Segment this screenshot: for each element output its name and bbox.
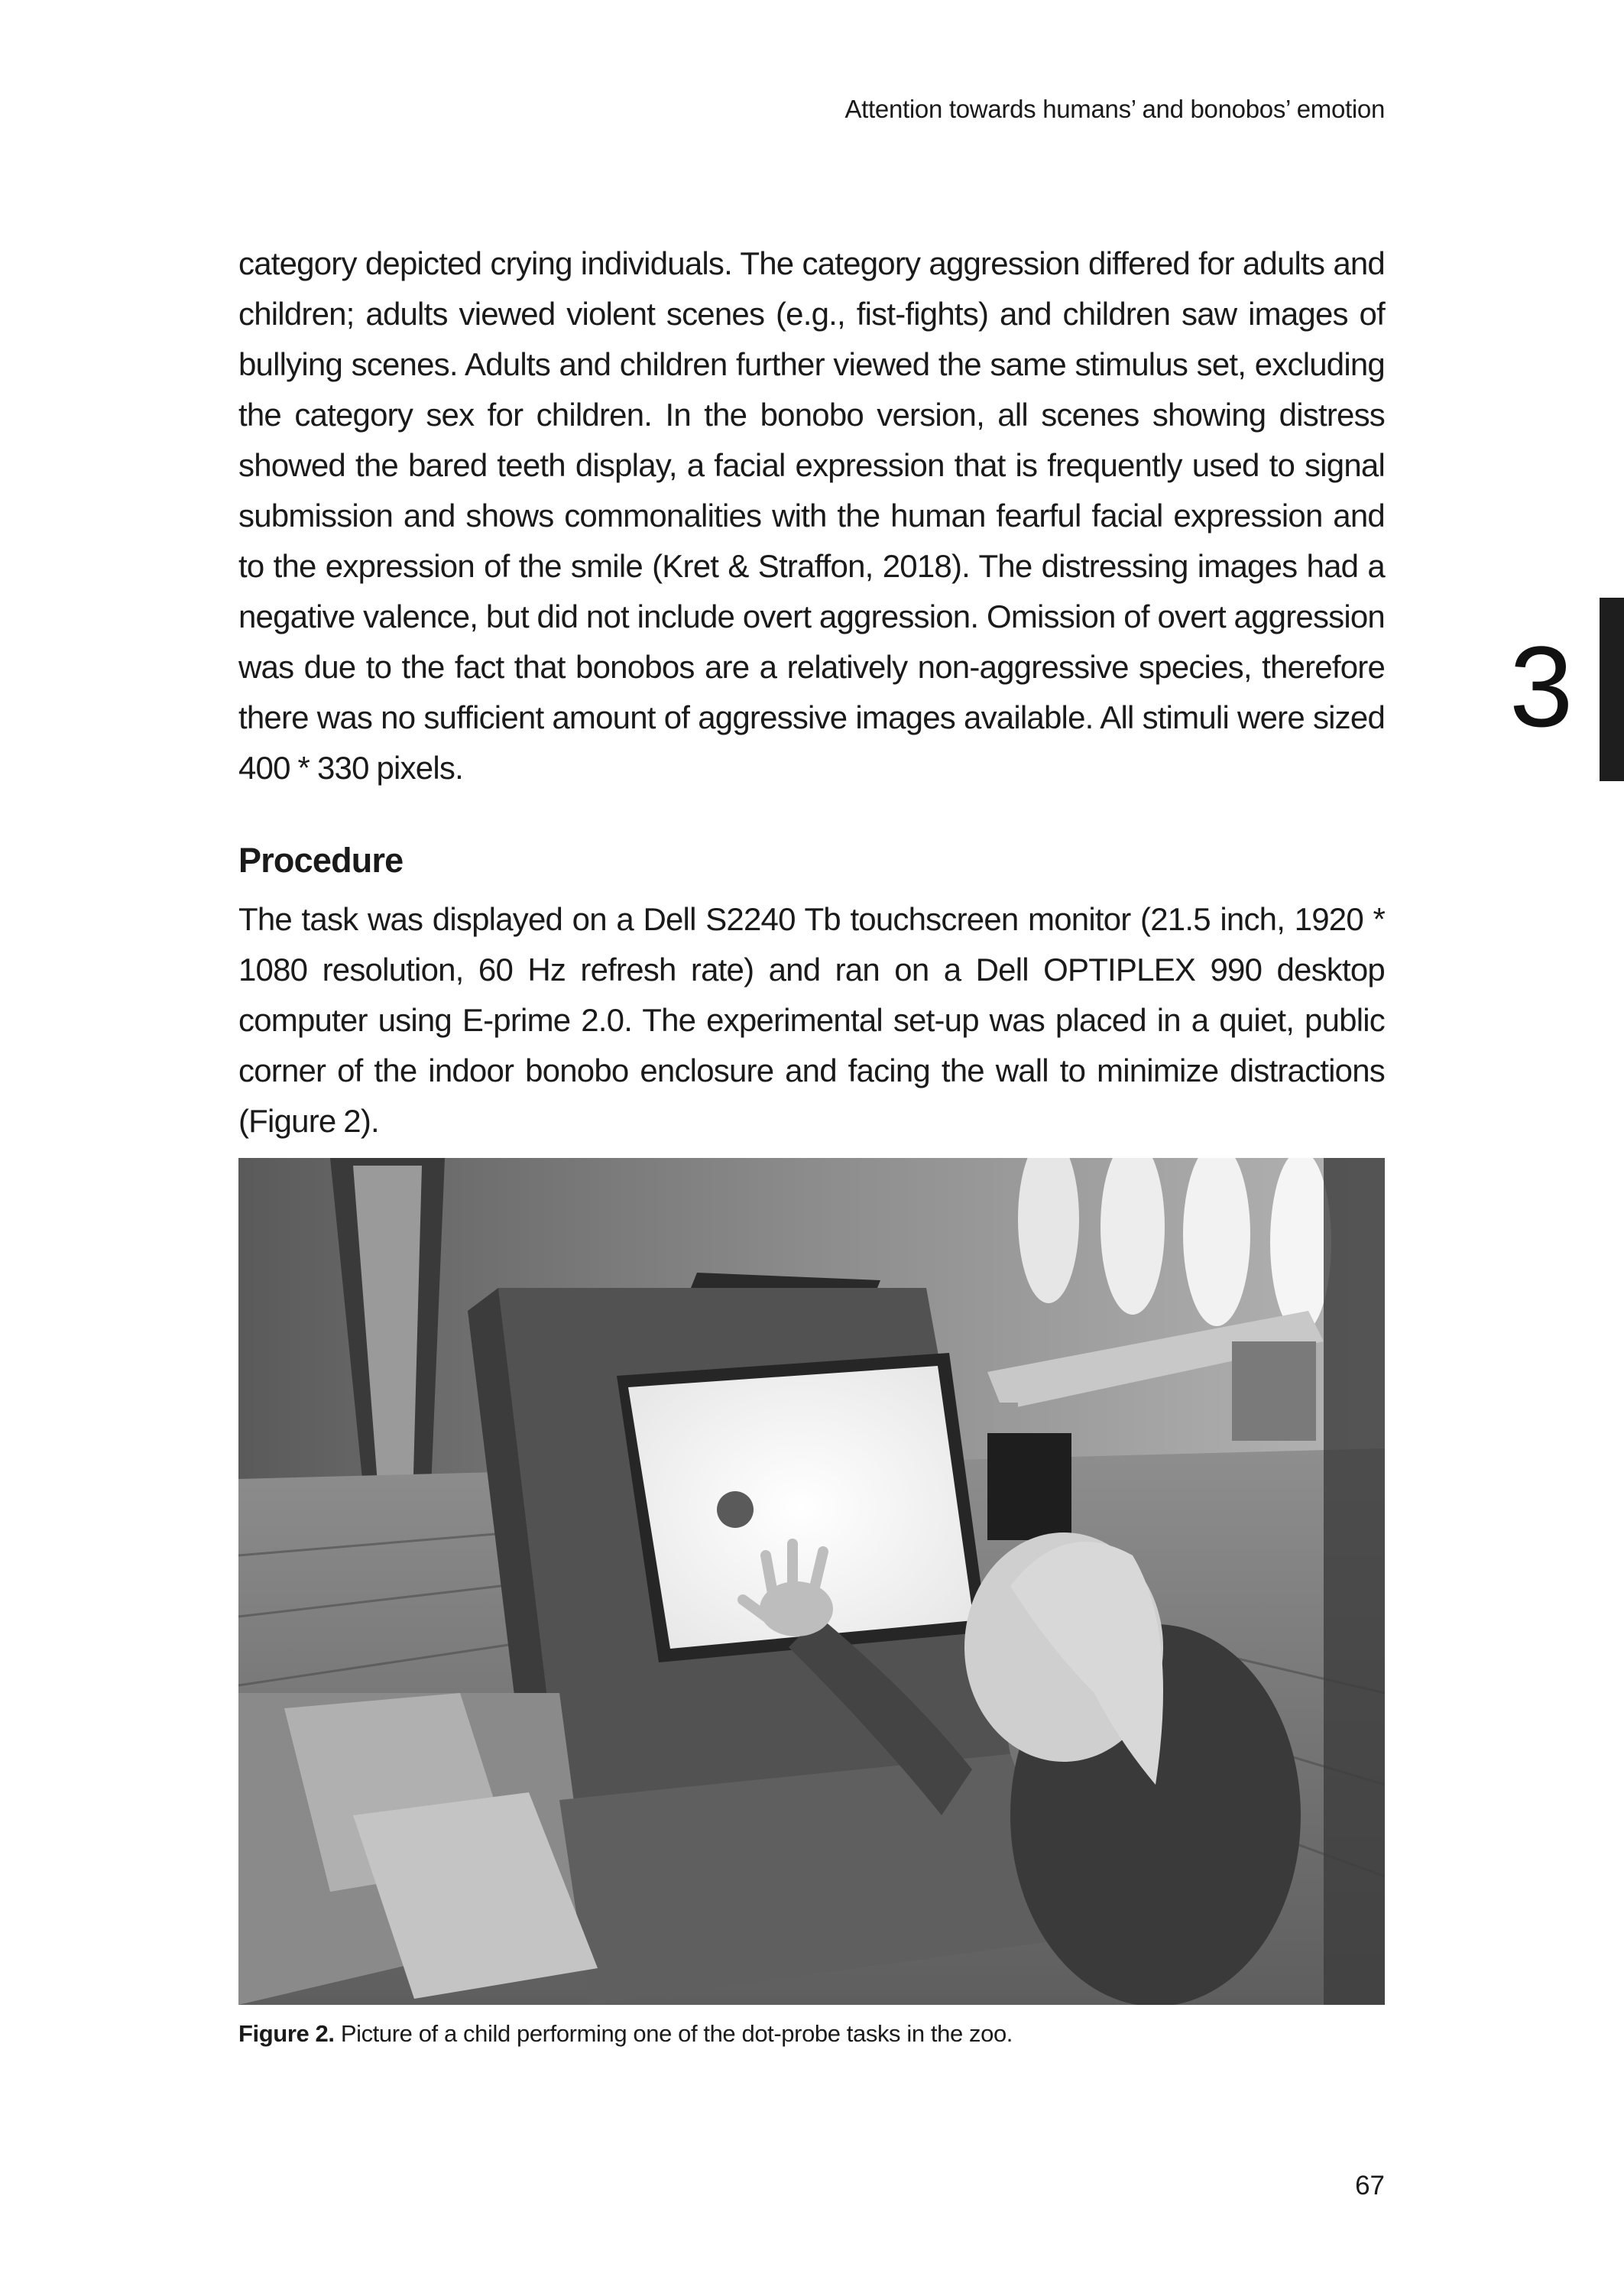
body-paragraph-1: category depicted crying individuals. The category aggression differed for adults and children; adults viewed violent scenes (e.g., fist-fights) and children saw images of bullying scenes. Adults and children further viewed the same stimulus set, excluding the category sex for children. In the bonobo version, all scenes showing distress showed the bared teeth display, a facial expression that is frequently used to signal submission and shows commonalities with the human fearful facial expression and to the expression of the smile (Kret & Straffon, 2018). The distressing images had a negative valence, but did not include overt aggression. Omission of overt aggression was due to the fact that bonobos are a relatively non-aggressive species, therefore there was no sufficient amount of aggressive images available. All stimuli were sized 400 * 330 pixels. (238, 245, 1385, 786)
figure-label: Figure 2. (238, 2020, 335, 2047)
photo-illustration (238, 1158, 1385, 2005)
page-number: 67 (1355, 2171, 1385, 2201)
figure-caption (238, 2020, 1013, 2048)
figure-photo (238, 1158, 1385, 2005)
body-paragraph-2: The task was displayed on a Dell S2240 Tb touchscreen monitor (21.5 inch, 1920 * 1080 resolution, 60 Hz refresh rate) and ran on a Dell OPTIPLEX 990 desktop computer using E-prime 2.0. The experimental set-up was placed in a quiet, public corner of the indoor bonobo enclosure and facing the wall to minimize distractions (Figure 2). (238, 901, 1385, 1139)
figure-caption-text: Picture of a child performing one of the dot-probe tasks in the zoo. (340, 2020, 1013, 2047)
chapter-number: 3 (1509, 622, 1574, 751)
section-heading: Procedure (238, 841, 404, 880)
chapter-tab-marker (1600, 598, 1624, 781)
running-head: Attention towards humans’ and bonobos’ emotion (844, 95, 1385, 123)
